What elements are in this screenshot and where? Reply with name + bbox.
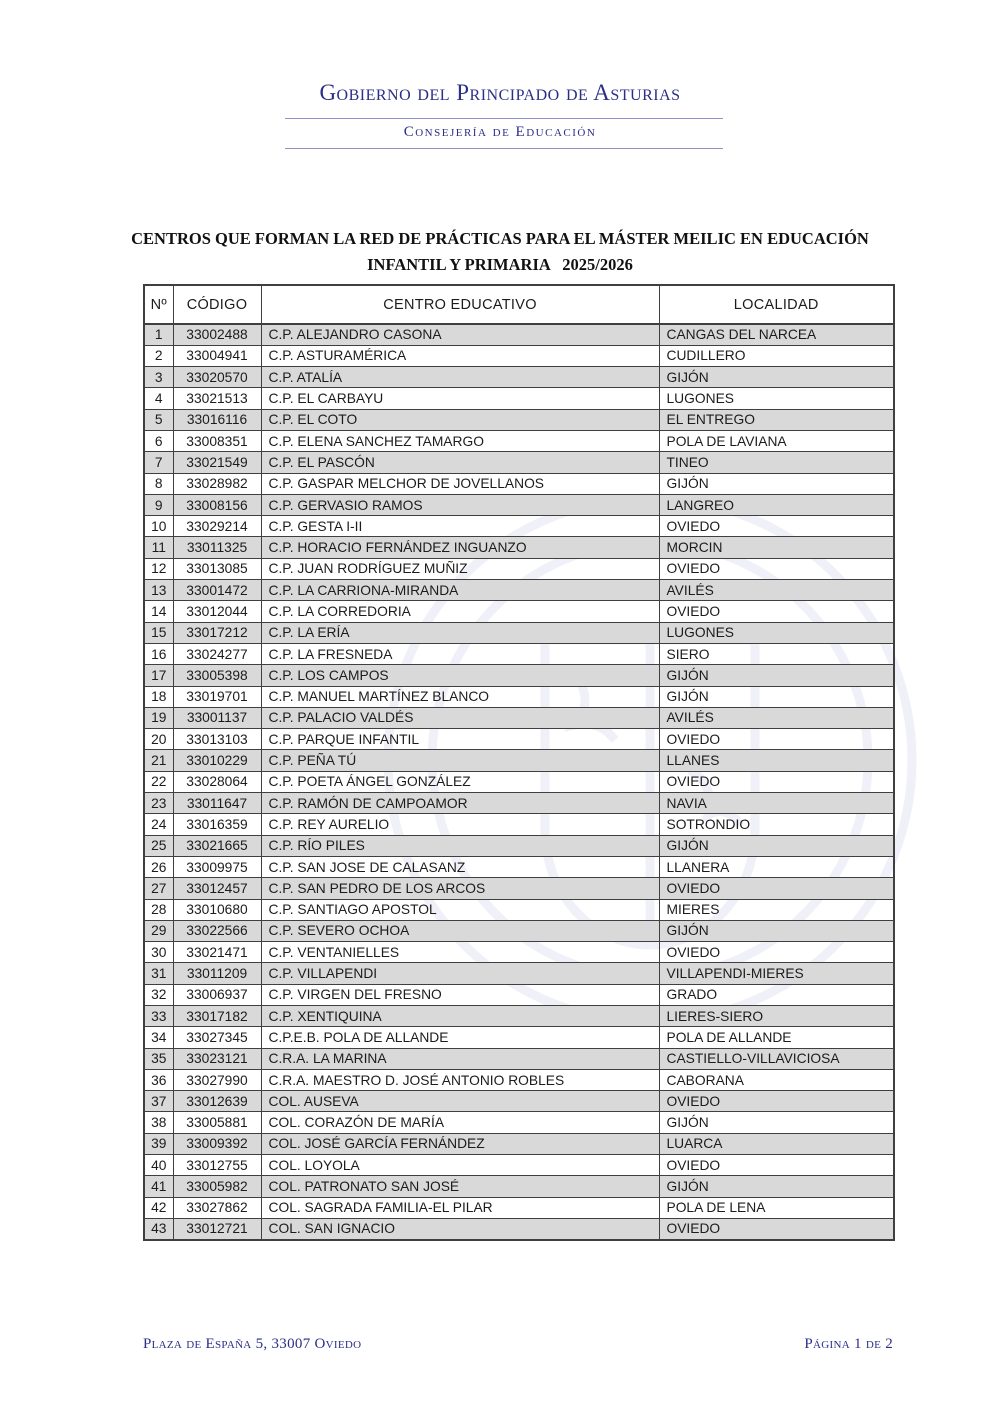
code-cell: 33027990 bbox=[173, 1069, 261, 1090]
table-body bbox=[144, 324, 894, 1240]
table-row bbox=[144, 494, 894, 515]
locality-cell: CABORANA bbox=[659, 1069, 894, 1090]
code-cell: 33012721 bbox=[173, 1218, 261, 1239]
code-cell: 33008351 bbox=[173, 430, 261, 451]
row-number-cell: 37 bbox=[144, 1091, 173, 1112]
code-cell: 33021471 bbox=[173, 942, 261, 963]
table-row bbox=[144, 942, 894, 963]
code-cell: 33013085 bbox=[173, 558, 261, 579]
row-number-cell: 39 bbox=[144, 1133, 173, 1154]
center-cell: C.P. POETA ÁNGEL GONZÁLEZ bbox=[261, 771, 659, 792]
row-number-cell: 2 bbox=[144, 345, 173, 366]
table-row bbox=[144, 1155, 894, 1176]
code-cell: 33005982 bbox=[173, 1176, 261, 1197]
locality-cell: MORCIN bbox=[659, 537, 894, 558]
locality-cell: OVIEDO bbox=[659, 558, 894, 579]
row-number-cell: 26 bbox=[144, 856, 173, 877]
code-cell: 33011325 bbox=[173, 537, 261, 558]
row-number-cell: 11 bbox=[144, 537, 173, 558]
table-row bbox=[144, 537, 894, 558]
code-cell: 33002488 bbox=[173, 324, 261, 345]
locality-cell: VILLAPENDI-MIERES bbox=[659, 963, 894, 984]
org-name: Gobierno del Principado de Asturias bbox=[319, 80, 681, 105]
table-row bbox=[144, 622, 894, 643]
table-row bbox=[144, 367, 894, 388]
column-header-code: CÓDIGO bbox=[173, 285, 261, 324]
center-cell: C.P. EL COTO bbox=[261, 409, 659, 430]
code-cell: 33012639 bbox=[173, 1091, 261, 1112]
row-number-cell: 40 bbox=[144, 1155, 173, 1176]
row-number-cell: 41 bbox=[144, 1176, 173, 1197]
locality-cell: SOTRONDIO bbox=[659, 814, 894, 835]
table-row bbox=[144, 1027, 894, 1048]
locality-cell: LIERES-SIERO bbox=[659, 1006, 894, 1027]
table-row bbox=[144, 473, 894, 494]
center-cell: C.P. PARQUE INFANTIL bbox=[261, 729, 659, 750]
center-cell: C.P. SAN JOSE DE CALASANZ bbox=[261, 856, 659, 877]
code-cell: 33009975 bbox=[173, 856, 261, 877]
center-cell: C.P. SAN PEDRO DE LOS ARCOS bbox=[261, 878, 659, 899]
row-number-cell: 25 bbox=[144, 835, 173, 856]
center-cell: C.P. EL CARBAYU bbox=[261, 388, 659, 409]
row-number-cell: 4 bbox=[144, 388, 173, 409]
row-number-cell: 23 bbox=[144, 793, 173, 814]
locality-cell: POLA DE ALLANDE bbox=[659, 1027, 894, 1048]
locality-cell: POLA DE LAVIANA bbox=[659, 430, 894, 451]
table-row bbox=[144, 878, 894, 899]
center-cell: C.P. EL PASCÓN bbox=[261, 452, 659, 473]
center-cell: C.P. ATALÍA bbox=[261, 367, 659, 388]
table-row bbox=[144, 814, 894, 835]
locality-cell: LLANERA bbox=[659, 856, 894, 877]
center-cell: C.P. HORACIO FERNÁNDEZ INGUANZO bbox=[261, 537, 659, 558]
center-cell: C.P. LA ERÍA bbox=[261, 622, 659, 643]
locality-cell: OVIEDO bbox=[659, 771, 894, 792]
locality-cell: OVIEDO bbox=[659, 1091, 894, 1112]
code-cell: 33009392 bbox=[173, 1133, 261, 1154]
row-number-cell: 13 bbox=[144, 580, 173, 601]
locality-cell: EL ENTREGO bbox=[659, 409, 894, 430]
code-cell: 33010229 bbox=[173, 750, 261, 771]
table-row bbox=[144, 388, 894, 409]
table-row bbox=[144, 1091, 894, 1112]
row-number-cell: 6 bbox=[144, 430, 173, 451]
code-cell: 33029214 bbox=[173, 516, 261, 537]
locality-cell: GIJÓN bbox=[659, 665, 894, 686]
centers-table-wrap bbox=[143, 284, 895, 1241]
table-row bbox=[144, 1006, 894, 1027]
center-cell: COL. SAN IGNACIO bbox=[261, 1218, 659, 1239]
center-cell: C.P. RÍO PILES bbox=[261, 835, 659, 856]
code-cell: 33016116 bbox=[173, 409, 261, 430]
row-number-cell: 43 bbox=[144, 1218, 173, 1239]
locality-cell: OVIEDO bbox=[659, 1218, 894, 1239]
locality-cell: SIERO bbox=[659, 643, 894, 664]
table-row bbox=[144, 430, 894, 451]
locality-cell: AVILÉS bbox=[659, 707, 894, 728]
locality-cell: LUGONES bbox=[659, 388, 894, 409]
locality-cell: GIJÓN bbox=[659, 367, 894, 388]
locality-cell: TINEO bbox=[659, 452, 894, 473]
column-header-locality: LOCALIDAD bbox=[659, 285, 894, 324]
center-cell: C.P. PEÑA TÚ bbox=[261, 750, 659, 771]
center-cell: C.P. REY AURELIO bbox=[261, 814, 659, 835]
code-cell: 33028982 bbox=[173, 473, 261, 494]
center-cell: COL. CORAZÓN DE MARÍA bbox=[261, 1112, 659, 1133]
table-row bbox=[144, 601, 894, 622]
center-cell: COL. PATRONATO SAN JOSÉ bbox=[261, 1176, 659, 1197]
locality-cell: CASTIELLO-VILLAVICIOSA bbox=[659, 1048, 894, 1069]
locality-cell: NAVIA bbox=[659, 793, 894, 814]
code-cell: 33004941 bbox=[173, 345, 261, 366]
table-row bbox=[144, 324, 894, 345]
center-cell: C.P. LA CARRIONA-MIRANDA bbox=[261, 580, 659, 601]
center-cell: C.P. GASPAR MELCHOR DE JOVELLANOS bbox=[261, 473, 659, 494]
table-row bbox=[144, 963, 894, 984]
table-row bbox=[144, 899, 894, 920]
row-number-cell: 42 bbox=[144, 1197, 173, 1218]
center-cell: C.P. PALACIO VALDÉS bbox=[261, 707, 659, 728]
table-row bbox=[144, 1048, 894, 1069]
row-number-cell: 31 bbox=[144, 963, 173, 984]
center-cell: C.P. VILLAPENDI bbox=[261, 963, 659, 984]
center-cell: C.P. XENTIQUINA bbox=[261, 1006, 659, 1027]
locality-cell: OVIEDO bbox=[659, 516, 894, 537]
locality-cell: GIJÓN bbox=[659, 1112, 894, 1133]
locality-cell: POLA DE LENA bbox=[659, 1197, 894, 1218]
code-cell: 33006937 bbox=[173, 984, 261, 1005]
code-cell: 33017212 bbox=[173, 622, 261, 643]
row-number-cell: 16 bbox=[144, 643, 173, 664]
center-cell: COL. SAGRADA FAMILIA-EL PILAR bbox=[261, 1197, 659, 1218]
table-row bbox=[144, 558, 894, 579]
row-number-cell: 33 bbox=[144, 1006, 173, 1027]
table-row bbox=[144, 580, 894, 601]
column-header-center: CENTRO EDUCATIVO bbox=[261, 285, 659, 324]
document-title bbox=[0, 226, 1000, 278]
center-cell: C.R.A. LA MARINA bbox=[261, 1048, 659, 1069]
table-row bbox=[144, 750, 894, 771]
table-header-row bbox=[144, 285, 894, 324]
center-cell: C.P. GESTA I-II bbox=[261, 516, 659, 537]
table-row bbox=[144, 409, 894, 430]
document-title-line2: INFANTIL Y PRIMARIA 2025/2026 bbox=[367, 255, 633, 274]
row-number-cell: 9 bbox=[144, 494, 173, 515]
center-cell: C.P. VENTANIELLES bbox=[261, 942, 659, 963]
row-number-cell: 5 bbox=[144, 409, 173, 430]
code-cell: 33027862 bbox=[173, 1197, 261, 1218]
row-number-cell: 8 bbox=[144, 473, 173, 494]
code-cell: 33012457 bbox=[173, 878, 261, 899]
row-number-cell: 32 bbox=[144, 984, 173, 1005]
table-row bbox=[144, 1112, 894, 1133]
locality-cell: GIJÓN bbox=[659, 473, 894, 494]
code-cell: 33022566 bbox=[173, 920, 261, 941]
row-number-cell: 36 bbox=[144, 1069, 173, 1090]
center-cell: C.P. LA CORREDORIA bbox=[261, 601, 659, 622]
row-number-cell: 12 bbox=[144, 558, 173, 579]
row-number-cell: 14 bbox=[144, 601, 173, 622]
table-row bbox=[144, 920, 894, 941]
locality-cell: LLANES bbox=[659, 750, 894, 771]
locality-cell: AVILÉS bbox=[659, 580, 894, 601]
row-number-cell: 35 bbox=[144, 1048, 173, 1069]
table-row bbox=[144, 1069, 894, 1090]
row-number-cell: 3 bbox=[144, 367, 173, 388]
locality-cell: OVIEDO bbox=[659, 729, 894, 750]
locality-cell: LUARCA bbox=[659, 1133, 894, 1154]
center-cell: COL. AUSEVA bbox=[261, 1091, 659, 1112]
center-cell: C.P. VIRGEN DEL FRESNO bbox=[261, 984, 659, 1005]
locality-cell: GRADO bbox=[659, 984, 894, 1005]
code-cell: 33021665 bbox=[173, 835, 261, 856]
center-cell: C.P. LA FRESNEDA bbox=[261, 643, 659, 664]
table-row bbox=[144, 1176, 894, 1197]
row-number-cell: 1 bbox=[144, 324, 173, 345]
table-row bbox=[144, 707, 894, 728]
center-cell: C.P. MANUEL MARTÍNEZ BLANCO bbox=[261, 686, 659, 707]
row-number-cell: 20 bbox=[144, 729, 173, 750]
center-cell: C.P. SANTIAGO APOSTOL bbox=[261, 899, 659, 920]
table-row bbox=[144, 1218, 894, 1239]
code-cell: 33017182 bbox=[173, 1006, 261, 1027]
table-row bbox=[144, 1197, 894, 1218]
table-row bbox=[144, 345, 894, 366]
footer-address: Plaza de España 5, 33007 Oviedo bbox=[143, 1336, 362, 1352]
center-cell: C.P. RAMÓN DE CAMPOAMOR bbox=[261, 793, 659, 814]
locality-cell: LANGREO bbox=[659, 494, 894, 515]
center-cell: C.P. ASTURAMÉRICA bbox=[261, 345, 659, 366]
center-cell: C.P. ALEJANDRO CASONA bbox=[261, 324, 659, 345]
center-cell: C.P. GERVASIO RAMOS bbox=[261, 494, 659, 515]
row-number-cell: 10 bbox=[144, 516, 173, 537]
code-cell: 33012044 bbox=[173, 601, 261, 622]
center-cell: C.P. ELENA SANCHEZ TAMARGO bbox=[261, 430, 659, 451]
center-cell: C.R.A. MAESTRO D. JOSÉ ANTONIO ROBLES bbox=[261, 1069, 659, 1090]
code-cell: 33012755 bbox=[173, 1155, 261, 1176]
row-number-cell: 19 bbox=[144, 707, 173, 728]
code-cell: 33005881 bbox=[173, 1112, 261, 1133]
row-number-cell: 38 bbox=[144, 1112, 173, 1133]
table-row bbox=[144, 835, 894, 856]
table-row bbox=[144, 665, 894, 686]
code-cell: 33013103 bbox=[173, 729, 261, 750]
row-number-cell: 22 bbox=[144, 771, 173, 792]
table-row bbox=[144, 984, 894, 1005]
row-number-cell: 21 bbox=[144, 750, 173, 771]
code-cell: 33001137 bbox=[173, 707, 261, 728]
code-cell: 33010680 bbox=[173, 899, 261, 920]
table-row bbox=[144, 729, 894, 750]
center-cell: C.P. LOS CAMPOS bbox=[261, 665, 659, 686]
table-row bbox=[144, 643, 894, 664]
footer-page-number: Página 1 de 2 bbox=[804, 1336, 893, 1352]
department-name: Consejería de Educación bbox=[403, 124, 597, 140]
locality-cell: OVIEDO bbox=[659, 601, 894, 622]
code-cell: 33011647 bbox=[173, 793, 261, 814]
locality-cell: GIJÓN bbox=[659, 686, 894, 707]
center-cell: C.P.E.B. POLA DE ALLANDE bbox=[261, 1027, 659, 1048]
header-rule-top bbox=[285, 118, 723, 119]
locality-cell: LUGONES bbox=[659, 622, 894, 643]
locality-cell: OVIEDO bbox=[659, 878, 894, 899]
document-title-line1: CENTROS QUE FORMAN LA RED DE PRÁCTICAS PARA EL MÁSTER MEILIC EN EDUCACIÓN bbox=[131, 229, 869, 248]
code-cell: 33027345 bbox=[173, 1027, 261, 1048]
row-number-cell: 18 bbox=[144, 686, 173, 707]
code-cell: 33028064 bbox=[173, 771, 261, 792]
code-cell: 33023121 bbox=[173, 1048, 261, 1069]
locality-cell: GIJÓN bbox=[659, 835, 894, 856]
code-cell: 33021549 bbox=[173, 452, 261, 473]
center-cell: C.P. SEVERO OCHOA bbox=[261, 920, 659, 941]
table-row bbox=[144, 856, 894, 877]
column-header-number: Nº bbox=[144, 285, 173, 324]
table-row bbox=[144, 516, 894, 537]
table-row bbox=[144, 1133, 894, 1154]
code-cell: 33008156 bbox=[173, 494, 261, 515]
row-number-cell: 29 bbox=[144, 920, 173, 941]
locality-cell: GIJÓN bbox=[659, 1176, 894, 1197]
locality-cell: CUDILLERO bbox=[659, 345, 894, 366]
locality-cell: CANGAS DEL NARCEA bbox=[659, 324, 894, 345]
locality-cell: GIJÓN bbox=[659, 920, 894, 941]
locality-cell: OVIEDO bbox=[659, 1155, 894, 1176]
row-number-cell: 7 bbox=[144, 452, 173, 473]
code-cell: 33019701 bbox=[173, 686, 261, 707]
row-number-cell: 15 bbox=[144, 622, 173, 643]
row-number-cell: 27 bbox=[144, 878, 173, 899]
center-cell: COL. JOSÉ GARCÍA FERNÁNDEZ bbox=[261, 1133, 659, 1154]
code-cell: 33001472 bbox=[173, 580, 261, 601]
table-row bbox=[144, 686, 894, 707]
code-cell: 33020570 bbox=[173, 367, 261, 388]
row-number-cell: 34 bbox=[144, 1027, 173, 1048]
code-cell: 33021513 bbox=[173, 388, 261, 409]
locality-cell: MIERES bbox=[659, 899, 894, 920]
table-row bbox=[144, 452, 894, 473]
row-number-cell: 28 bbox=[144, 899, 173, 920]
row-number-cell: 30 bbox=[144, 942, 173, 963]
table-row bbox=[144, 771, 894, 792]
center-cell: COL. LOYOLA bbox=[261, 1155, 659, 1176]
code-cell: 33016359 bbox=[173, 814, 261, 835]
locality-cell: OVIEDO bbox=[659, 942, 894, 963]
center-cell: C.P. JUAN RODRÍGUEZ MUÑIZ bbox=[261, 558, 659, 579]
table-row bbox=[144, 793, 894, 814]
code-cell: 33011209 bbox=[173, 963, 261, 984]
row-number-cell: 17 bbox=[144, 665, 173, 686]
code-cell: 33005398 bbox=[173, 665, 261, 686]
code-cell: 33024277 bbox=[173, 643, 261, 664]
header-rule-bottom bbox=[285, 148, 723, 149]
centers-table bbox=[143, 284, 895, 1241]
row-number-cell: 24 bbox=[144, 814, 173, 835]
